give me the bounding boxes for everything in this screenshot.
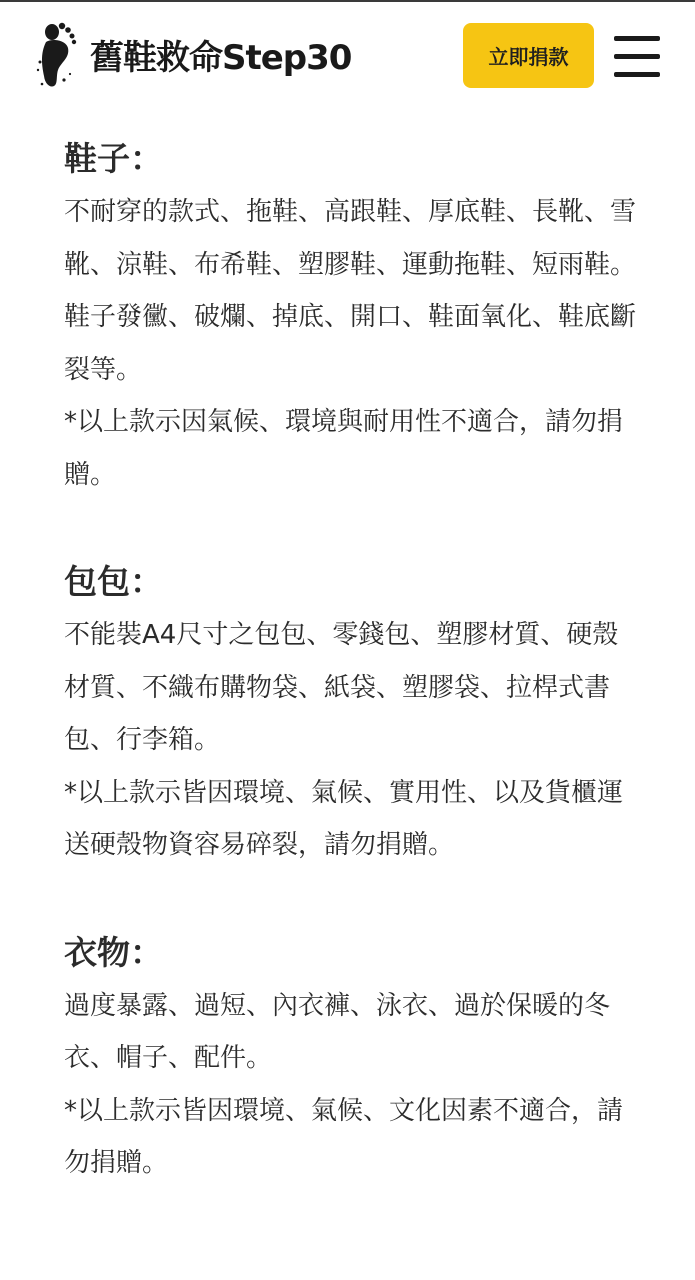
section-shoes — [64, 132, 644, 501]
section-clothes — [64, 926, 644, 1190]
section-bags — [64, 555, 644, 872]
section-text: 鞋子發黴、破爛、掉底、開口、鞋面氧化、鞋底斷裂等。 — [64, 302, 637, 385]
section-text: 不能裝A4尺寸之包包、零錢包、塑膠材質、硬殼材質、不織布購物袋、紙袋、塑膠袋、拉桿式書包、行李箱。 — [64, 620, 619, 755]
section-note: *以上款示皆因環境、氣候、實用性、以及貨櫃運送硬殼物資容易碎裂，請勿捐贈。 — [64, 777, 624, 860]
section-text: 不耐穿的款式、拖鞋、高跟鞋、厚底鞋、長靴、雪靴、涼鞋、布希鞋、塑膠鞋、運動拖鞋、短雨鞋。 — [64, 197, 637, 280]
main-content — [64, 132, 644, 1244]
section-text: 過度暴露、過短、內衣褲、泳衣、過於保暖的冬衣、帽子、配件。 — [64, 990, 611, 1073]
section-title: 衣物： — [64, 932, 163, 972]
section-title: 包包： — [64, 562, 163, 601]
section-note: *以上款示皆因環境、氣候、文化因素不適合，請勿捐贈。 — [64, 1095, 624, 1178]
logo-text: 舊鞋救命Step30 — [90, 37, 352, 78]
section-title: 鞋子： — [64, 139, 163, 178]
site-logo[interactable] — [34, 18, 351, 90]
menu-bar-top — [614, 36, 660, 41]
site-header — [0, 2, 695, 102]
section-note: *以上款示因氣候、環境與耐用性不適合，請勿捐贈。 — [64, 407, 624, 490]
hamburger-menu-icon[interactable] — [614, 34, 660, 80]
footprint-logo-icon — [34, 18, 84, 90]
menu-bar-bottom — [614, 72, 660, 77]
menu-bar-middle — [614, 54, 660, 59]
donate-button[interactable]: 立即捐款 — [463, 23, 594, 88]
